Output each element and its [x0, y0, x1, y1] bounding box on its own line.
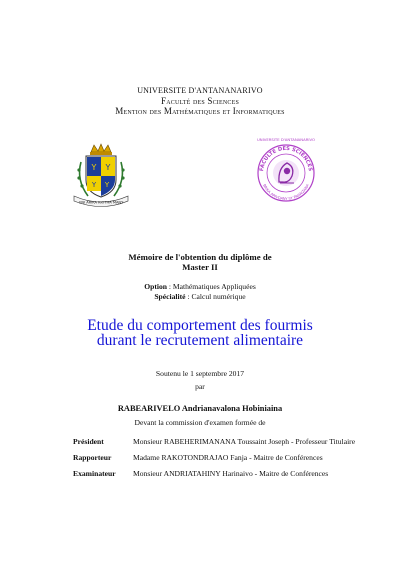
committee-person: Monsieur ANDRIATAHINY Harinaivo - Maitre de Conférences: [133, 469, 329, 478]
specialite-label: Spécialité: [154, 292, 186, 301]
faculty-sciences-logo: [245, 136, 327, 204]
right-logo-bottom-text: BRIKA ARIVOANY SY FAHAIZANA: [262, 183, 310, 202]
defense-date: Soutenu le 1 septembre 2017: [155, 369, 245, 378]
commission-intro: Devant la commission d'examen formée de: [134, 418, 266, 427]
university-name: UNIVERSITE D'ANTANANARIVO: [137, 86, 263, 95]
right-logo-top-text: UNIVERSITE D'ANTANANARIVO: [256, 137, 316, 142]
right-logo-ring-text: FACULTE DES SCIENCES: [259, 145, 313, 172]
mention-name: Mention des Mathématiques et Informatiques: [115, 106, 285, 116]
memoire-line-1: Mémoire de l'obtention du diplôme de: [128, 252, 272, 262]
specialite-value: : Calcul numérique: [185, 292, 246, 301]
par-text: par: [195, 382, 205, 391]
option-value: : Mathématiques Appliquées: [167, 282, 256, 291]
specialite-line: [0, 292, 400, 302]
author-name: RABEARIVELO Andrianavalona Hobiniaina: [117, 404, 283, 413]
svg-text:Y: Y: [105, 163, 111, 172]
svg-text:Y: Y: [91, 163, 97, 172]
svg-text:Y: Y: [91, 181, 97, 189]
memoire-line-2: Master II: [182, 262, 218, 272]
university-crest-logo: [66, 142, 136, 212]
faculty-name: Faculté des Sciences: [161, 96, 239, 106]
committee-person: Madame RAKOTONDRAJAO Fanja - Maitre de Conférences: [133, 453, 323, 462]
option-label: Option: [144, 282, 167, 291]
committee-person: Monsieur RABEHERIMANANA Toussaint Joseph - Professeur Titulaire: [133, 437, 356, 446]
committee-role: Rapporteur: [73, 453, 112, 462]
left-logo-caption: UNI ARIKA KIOTHA MANY: [78, 200, 124, 205]
thesis-title-line-2: durant le recrutement alimentaire: [96, 332, 304, 349]
committee-role: Président: [73, 437, 104, 446]
option-line: [0, 282, 400, 292]
thesis-title-line-1: Etude du comportement des fourmis: [87, 317, 313, 334]
svg-text:Y: Y: [104, 181, 110, 189]
committee-role: Examinateur: [73, 469, 116, 478]
